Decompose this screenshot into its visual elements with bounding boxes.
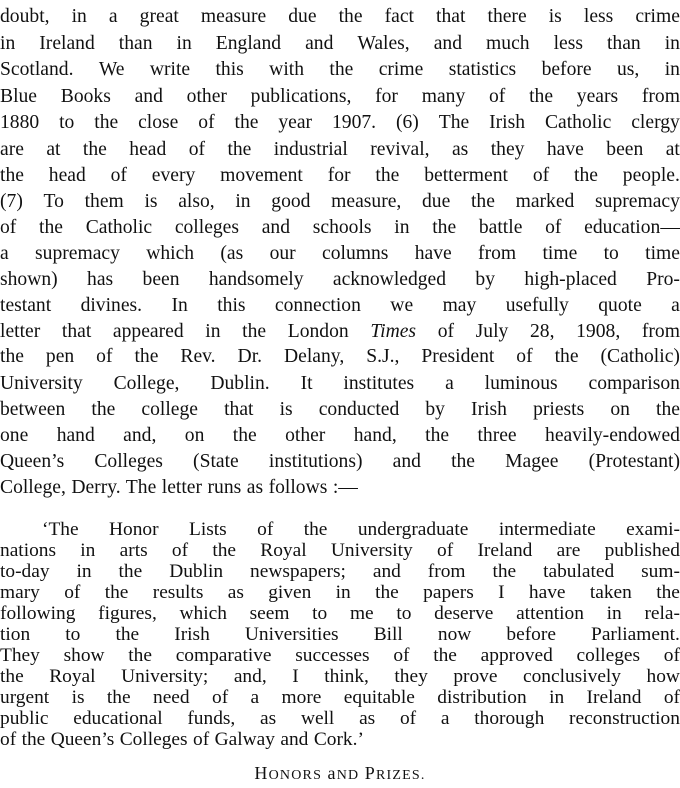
quote-line: mary of the results as given in the papers I have taken the [0, 582, 680, 603]
paragraph-line: in Ireland than in England and Wales, and much less than in [0, 33, 680, 54]
paragraph-line: Blue Books and other publications, for many of the years from [0, 86, 680, 107]
paragraph-line: (7) To them is also, in good measure, due the marked supremacy [0, 191, 680, 212]
paragraph-line: the head of every movement for the betterment of the people. [0, 165, 680, 186]
paragraph-line: Queen’s Colleges (State institutions) and the Magee (Protestant) [0, 451, 680, 472]
paragraph-line: doubt, in a great measure due the fact that there is less crime [0, 6, 680, 27]
paragraph-line: are at the head of the industrial revival, as they have been at [0, 139, 680, 160]
paragraph-line: University College, Dublin. It institutes a luminous comparison [0, 373, 680, 394]
quote-line: public educational funds, as well as of a thorough reconstruction [0, 708, 680, 729]
paragraph-line: shown) has been handsomely acknowledged by high-placed Pro- [0, 269, 680, 290]
paragraph-line: one hand and, on the other hand, the three heavily-endowed [0, 425, 680, 446]
paragraph-line: testant divines. In this connection we may usefully quote a [0, 295, 680, 316]
section-heading: HONORS aND PRIZES. [254, 763, 426, 783]
quote-line: They show the comparative successes of the approved colleges of [0, 645, 680, 666]
paragraph-line: 1880 to the close of the year 1907. (6) The Irish Catholic clergy [0, 112, 680, 133]
paragraph-line: the pen of the Rev. Dr. Delany, S.J., President of the (Catholic) [0, 346, 680, 367]
quote-line: nations in arts of the Royal University of Ireland are published [0, 540, 680, 561]
quote-line: following figures, which seem to me to deserve attention in rela- [0, 603, 680, 624]
quote-line: urgent is the need of a more equitable distribution in Ireland of [0, 687, 680, 708]
paragraph-line-with-times: letter that appeared in the London Times of July 28, 1908, from [0, 321, 680, 342]
paragraph-line: of the Catholic colleges and schools in the battle of education— [0, 217, 680, 238]
paragraph-line: Scotland. We write this with the crime statistics before us, in [0, 59, 680, 80]
paragraph-line: between the college that is conducted by Irish priests on the [0, 399, 680, 420]
paragraph-last-line: College, Derry. The letter runs as follows :— [0, 477, 358, 498]
quote-last-line: of the Queen’s Colleges of Galway and Cork.’ [0, 729, 364, 750]
paragraph-line: a supremacy which (as our columns have from time to time [0, 243, 680, 264]
quote-line: ‘The Honor Lists of the undergraduate intermediate exami- [42, 519, 680, 540]
quote-line: to-day in the Dublin newspapers; and from the tabulated sum- [0, 561, 680, 582]
quote-line: the Royal University; and, I think, they prove conclusively how [0, 666, 680, 687]
quote-line: tion to the Irish Universities Bill now before Parliament. [0, 624, 680, 645]
